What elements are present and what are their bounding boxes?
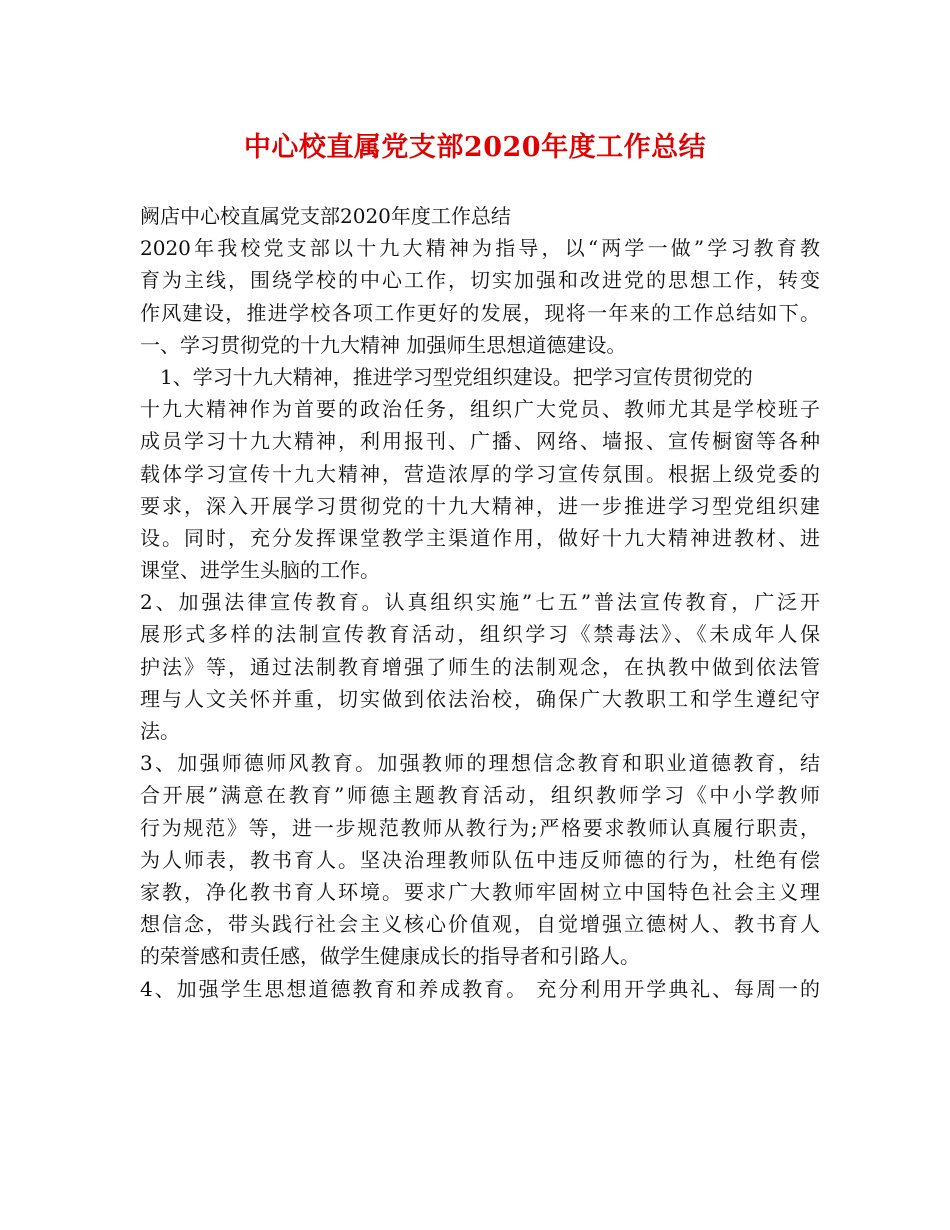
body-line: 护法》等，通过法制教育增强了师生的法制观念，在执教中做到依法管 [140, 654, 820, 679]
body-line: 设。同时，充分发挥课堂教学主渠道作用，做好十九大精神进教材、进 [140, 525, 820, 550]
document-body [140, 200, 820, 1005]
body-line: 成员学习十九大精神，利用报刊、广播、网络、墙报、宣传橱窗等各种 [140, 429, 820, 454]
body-line: 要求，深入开展学习贯彻党的十九大精神，进一步推进学习型党组织建 [140, 493, 820, 518]
body-line: 十九大精神作为首要的政治任务，组织广大党员、教师尤其是学校班子 [140, 397, 820, 422]
body-line: 育为主线，围绕学校的中心工作，切实加强和改进党的思想工作，转变 [140, 268, 820, 293]
body-line: 法。 [140, 719, 180, 743]
body-line: 课堂、进学生头脑的工作。 [140, 558, 380, 583]
body-line: 1、学习十九大精神，推进学习型党组织建设。把学习宣传贯彻党的 [160, 364, 753, 389]
section-heading: 一、学习贯彻党的十九大精神 加强师生思想道德建设。 [140, 332, 627, 357]
body-line: 展形式多样的法制宣传教育活动，组织学习《禁毒法》、《未成年人保 [140, 622, 820, 647]
body-line: 的荣誉感和责任感，做学生健康成长的指导者和引路人。 [140, 944, 640, 969]
body-line: 行为规范》等，进一步规范教师从教行为;严格要求教师认真履行职责， [140, 815, 820, 840]
body-line: 为人师表，教书育人。坚决治理教师队伍中违反师德的行为，杜绝有偿 [140, 847, 820, 872]
body-line: 阙店中心校直属党支部2020年度工作总结 [140, 204, 511, 228]
body-line: 4、加强学生思想道德教育和养成教育。 充分利用开学典礼、每周一的 [140, 976, 820, 1001]
body-line: 家教，净化教书育人环境。要求广大教师牢固树立中国特色社会主义理 [140, 879, 820, 904]
body-line: 载体学习宣传十九大精神，营造浓厚的学习宣传氛围。根据上级党委的 [140, 461, 820, 486]
body-line: 2020年我校党支部以十九大精神为指导，以“两学一做”学习教育教 [140, 236, 820, 261]
body-line: 2、加强法律宣传教育。认真组织实施”七五”普法宣传教育，广泛开 [140, 590, 820, 615]
document-title: 中心校直属党支部2020年度工作总结 [243, 132, 707, 163]
body-line: 理与人文关怀并重，切实做到依法治校，确保广大教职工和学生遵纪守 [140, 686, 820, 711]
body-line: 3、加强师德师风教育。加强教师的理想信念教育和职业道德教育，结 [140, 751, 820, 776]
body-line: 作风建设，推进学校各项工作更好的发展，现将一年来的工作总结如下。 [140, 300, 820, 325]
body-line: 合开展”满意在教育”师德主题教育活动，组织教师学习《中小学教师 [140, 783, 820, 808]
body-line: 想信念，带头践行社会主义核心价值观，自觉增强立德树人、教书育人 [140, 912, 820, 937]
